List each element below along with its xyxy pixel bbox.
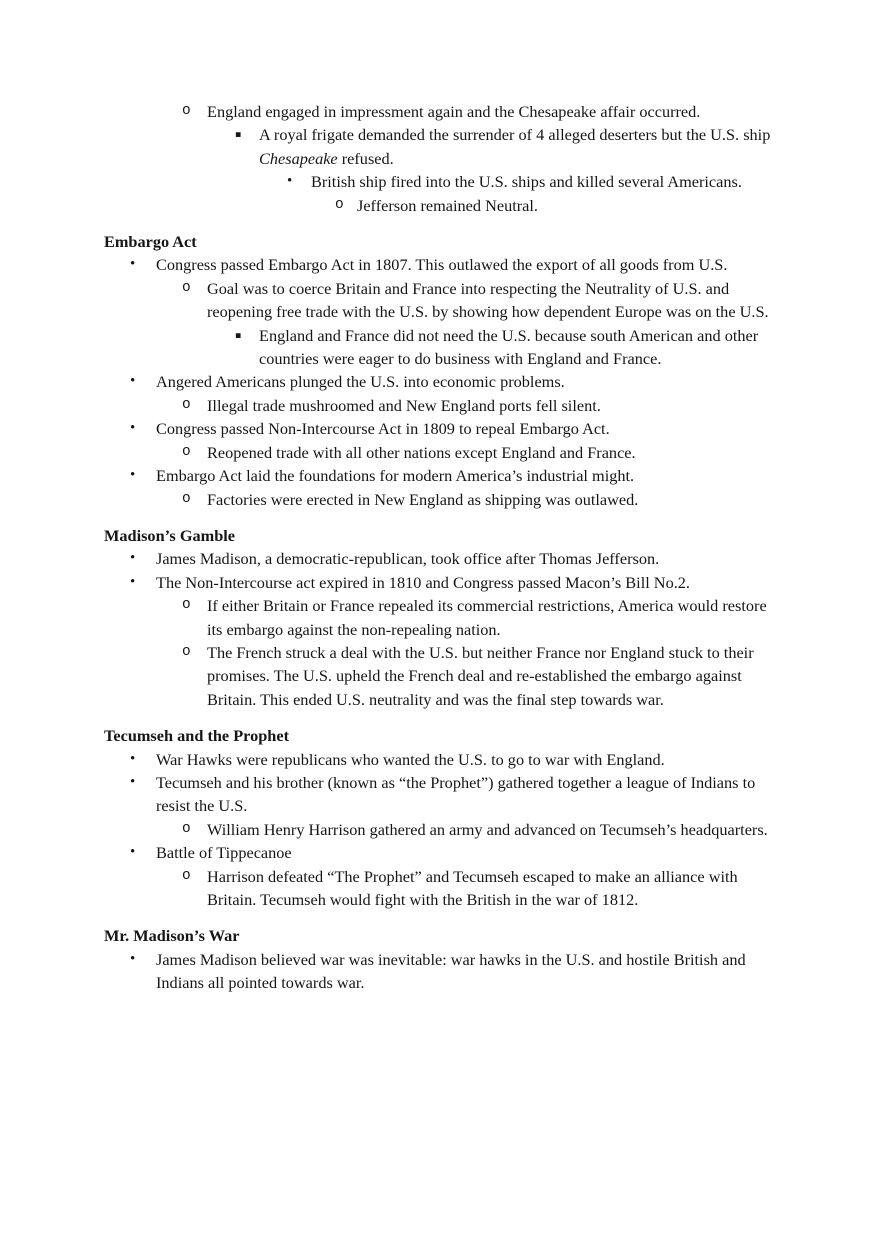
list-item [104, 277, 776, 324]
bullet-disc-icon: • [130, 420, 136, 437]
bullet-circle-icon: o [182, 443, 191, 460]
bullet-disc-icon: • [287, 173, 293, 190]
list-item [104, 771, 776, 818]
list-item-text: Goal was to coerce Britain and France into respecting the Neutrality of U.S. and reopening free trade with the U.S. by showing how dependent Europe was on the U.S. [207, 278, 769, 322]
list-item [104, 488, 776, 511]
list-item [104, 324, 776, 371]
list-item [104, 194, 776, 217]
bullet-disc-icon: • [130, 573, 136, 590]
list-item [104, 948, 776, 995]
bullet-square-icon: ▪ [235, 329, 242, 341]
list-item-text-italic: Chesapeake [259, 148, 338, 168]
list-item [104, 253, 776, 276]
list-item [104, 417, 776, 440]
bullet-disc-icon: • [130, 950, 136, 967]
list-item-text: Embargo Act laid the foundations for modern America’s industrial might. [156, 466, 635, 486]
list-item [104, 170, 776, 193]
list-item [104, 641, 776, 711]
bullet-disc-icon: • [130, 373, 136, 390]
bullet-disc-icon: • [130, 844, 136, 861]
list-item [104, 394, 776, 417]
list-item [104, 594, 776, 641]
section-heading: Mr. Madison’s War [104, 926, 240, 946]
list-item-text: Congress passed Embargo Act in 1807. This outlawed the export of all goods from U.S. [156, 255, 728, 275]
list-item [104, 370, 776, 393]
bullet-circle-icon: o [182, 643, 191, 660]
list-item-text: Tecumseh and his brother (known as “the Prophet”) gathered together a league of Indians to resist the U.S. [156, 772, 756, 816]
section-heading: Embargo Act [104, 232, 197, 252]
list-item-text: James Madison, a democratic-republican, took office after Thomas Jefferson. [156, 549, 660, 569]
list-item-text: Illegal trade mushroomed and New England ports fell silent. [207, 395, 601, 415]
bullet-circle-icon: o [182, 103, 191, 119]
list-item-text-post: refused. [337, 148, 394, 168]
bullet-circle-icon: o [182, 396, 191, 413]
bullet-circle-icon: o [182, 597, 191, 614]
list-item [104, 123, 776, 170]
list-item-text: England engaged in impressment again and the Chesapeake affair occurred. [207, 102, 701, 121]
list-item-text: If either Britain or France repealed its commercial restrictions, America would restore its embargo against the non-repealing nation. [207, 596, 767, 639]
list-item-text: James Madison believed war was inevitable: war hawks in the U.S. and hostile British and Indians all pointed towards war. [156, 949, 746, 993]
bullet-disc-icon: • [130, 256, 136, 273]
list-item-text: The French struck a deal with the U.S. but neither France nor England stuck to their promises. The U.S. upheld the French deal and re-established the embargo against Britain. This ended U.S. neutrality and was the final step towards war. [207, 642, 754, 709]
bullet-circle-icon: o [182, 820, 191, 837]
list-item-text: The Non-Intercourse act expired in 1810 and Congress passed Macon’s Bill No.2. [156, 572, 690, 592]
list-item-text: Angered Americans plunged the U.S. into economic problems. [156, 372, 565, 392]
list-item-text: British ship fired into the U.S. ships and killed several Americans. [311, 172, 742, 192]
bullet-circle-icon: o [182, 490, 191, 507]
bullet-circle-icon: o [335, 196, 344, 213]
list-item [104, 818, 776, 841]
list-item-text: Congress passed Non-Intercourse Act in 1809 to repeal Embargo Act. [156, 419, 610, 439]
list-item [104, 100, 776, 123]
list-item-text-pre: A royal frigate demanded the surrender of 4 alleged deserters but the U.S. ship [259, 125, 771, 145]
bullet-circle-icon: o [182, 867, 191, 884]
list-item [104, 748, 776, 771]
list-item [104, 547, 776, 570]
list-item [104, 841, 776, 864]
list-item-text: William Henry Harrison gathered an army and advanced on Tecumseh’s headquarters. [207, 819, 768, 839]
list-item-text: War Hawks were republicans who wanted the U.S. to go to war with England. [156, 749, 665, 769]
section-heading: Madison’s Gamble [104, 525, 236, 545]
bullet-disc-icon: • [130, 750, 136, 767]
list-item-text [259, 125, 770, 167]
bullet-disc-icon: • [130, 773, 136, 790]
list-item [104, 441, 776, 464]
bullet-circle-icon: o [182, 279, 191, 296]
list-item-text: England and France did not need the U.S. because south American and other countries were eager to do business with England and France. [259, 325, 759, 369]
bullet-disc-icon: • [130, 467, 136, 484]
list-item-text: Jefferson remained Neutral. [357, 195, 538, 215]
list-item [104, 464, 776, 487]
bullet-square-icon: ▪ [235, 129, 242, 141]
list-item-text: Reopened trade with all other nations except England and France. [207, 442, 636, 462]
list-item-text: Battle of Tippecanoe [156, 843, 292, 863]
list-item-text: Harrison defeated “The Prophet” and Tecumseh escaped to make an alliance with Britain. Tecumseh would fight with the British in the war of 1812. [207, 866, 738, 909]
list-item [104, 865, 776, 912]
list-item [104, 571, 776, 594]
list-item-text: Factories were erected in New England as shipping was outlawed. [207, 489, 639, 509]
section-heading: Tecumseh and the Prophet [104, 726, 289, 746]
bullet-disc-icon: • [130, 550, 136, 567]
